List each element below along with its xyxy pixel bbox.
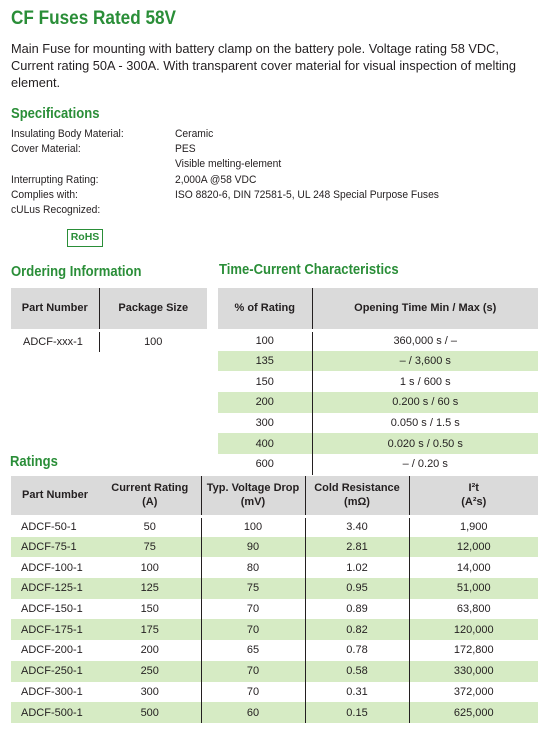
table-cell: ADCF-xxx-1 bbox=[11, 330, 99, 352]
table-cell: 120,000 bbox=[409, 619, 538, 640]
table-cell: ADCF-200-1 bbox=[21, 644, 83, 657]
table-cell: 150 bbox=[99, 599, 201, 620]
table-cell: 600 bbox=[218, 454, 312, 475]
table-cell: 70 bbox=[201, 661, 305, 682]
table-cell: 300 bbox=[99, 682, 201, 703]
table-cell: 50 bbox=[99, 516, 201, 537]
spec-value: 2,000A @58 VDC bbox=[175, 174, 257, 186]
time-current-heading: Time-Current Characteristics bbox=[219, 262, 399, 278]
spec-value: Ceramic bbox=[175, 128, 214, 140]
table-cell: 172,800 bbox=[453, 644, 494, 657]
table-cell: 1 s / 600 s bbox=[399, 375, 451, 388]
header-line: Typ. Voltage Drop bbox=[206, 482, 300, 495]
table-cell: 63,800 bbox=[456, 603, 491, 616]
table-cell: 14,000 bbox=[456, 561, 491, 574]
table-cell: 0.15 bbox=[305, 702, 409, 723]
table-cell: 0.200 s / 60 s bbox=[312, 392, 538, 413]
column-header: % of Rating bbox=[218, 288, 312, 330]
spec-value: PES bbox=[175, 143, 196, 155]
column-header-cold-resistance bbox=[305, 476, 409, 516]
header-line: I²t bbox=[468, 482, 479, 495]
spec-label: Complies with: bbox=[11, 189, 78, 201]
column-header: Part Number bbox=[11, 288, 99, 330]
table-cell: 150 bbox=[218, 371, 312, 392]
table-row bbox=[11, 557, 538, 578]
header-line: Cold Resistance bbox=[314, 482, 400, 495]
column-header: Opening Time Min / Max (s) bbox=[312, 288, 538, 330]
table-cell: 0.78 bbox=[305, 640, 409, 661]
table-cell: 372,000 bbox=[453, 685, 494, 698]
table-cell: ADCF-75-1 bbox=[11, 537, 99, 558]
table-cell: ADCF-50-1 bbox=[21, 521, 77, 534]
table-cell: 70 bbox=[201, 599, 305, 620]
table-cell: 125 bbox=[99, 578, 201, 599]
table-cell: 400 bbox=[218, 433, 312, 454]
table-cell: 100 bbox=[218, 330, 312, 351]
ordering-heading: Ordering Information bbox=[11, 264, 142, 280]
table-cell: 0.31 bbox=[305, 682, 409, 703]
table-cell: 100 bbox=[144, 335, 163, 348]
table-cell: 70 bbox=[201, 619, 305, 640]
intro-paragraph: Main Fuse for mounting with battery clamp on the battery pole. Voltage rating 58 VDC, Current rating 50A - 300A. With transparent cover material for visual inspection of melting element. bbox=[11, 41, 517, 90]
table-cell: 300 bbox=[218, 413, 312, 434]
table-row bbox=[11, 682, 538, 703]
table-cell: 250 bbox=[99, 661, 201, 682]
table-cell: ADCF-175-1 bbox=[11, 619, 99, 640]
table-cell: 1,900 bbox=[459, 521, 488, 534]
table-row bbox=[11, 537, 538, 558]
table-row bbox=[11, 640, 538, 661]
header-line: Current Rating bbox=[111, 482, 189, 495]
column-header-voltage-drop bbox=[201, 476, 305, 516]
table-cell: 625,000 bbox=[409, 702, 538, 723]
spec-label: Interrupting Rating: bbox=[11, 174, 99, 186]
header-line: (mΩ) bbox=[344, 496, 370, 509]
table-row bbox=[11, 330, 207, 352]
table-row bbox=[218, 433, 538, 454]
table-header-row bbox=[11, 476, 538, 516]
table-cell: 0.89 bbox=[305, 599, 409, 620]
table-cell: ADCF-250-1 bbox=[11, 661, 99, 682]
table-cell: 100 bbox=[99, 557, 201, 578]
table-cell: 65 bbox=[201, 640, 305, 661]
table-cell: 60 bbox=[201, 702, 305, 723]
header-line: (A) bbox=[142, 496, 158, 509]
column-header-part-number bbox=[11, 476, 99, 516]
table-cell: 100 bbox=[201, 516, 305, 537]
table-cell: 3.40 bbox=[305, 516, 409, 537]
table-cell: 1.02 bbox=[305, 557, 409, 578]
table-cell: 0.050 s / 1.5 s bbox=[390, 417, 460, 430]
table-cell: 175 bbox=[99, 619, 201, 640]
spec-value: ISO 8820-6, DIN 72581-5, UL 248 Special Purpose Fuses bbox=[175, 189, 439, 201]
column-header-i2t bbox=[409, 476, 538, 516]
table-row bbox=[218, 454, 538, 475]
column-header: Package Size bbox=[99, 288, 207, 330]
table-cell: 12,000 bbox=[409, 537, 538, 558]
table-cell: 0.82 bbox=[305, 619, 409, 640]
table-cell: 200 bbox=[99, 640, 201, 661]
table-row bbox=[218, 413, 538, 434]
ratings-heading: Ratings bbox=[10, 454, 58, 470]
table-cell: 75 bbox=[201, 578, 305, 599]
table-cell: – / 0.20 s bbox=[402, 458, 448, 471]
table-cell: 51,000 bbox=[409, 578, 538, 599]
page-title: CF Fuses Rated 58V bbox=[11, 7, 176, 29]
table-cell: ADCF-300-1 bbox=[21, 685, 83, 698]
table-cell: 360,000 s / – bbox=[393, 335, 458, 348]
specifications-heading: Specifications bbox=[11, 106, 100, 122]
spec-label: cULus Recognized: bbox=[11, 204, 101, 216]
table-cell: 90 bbox=[201, 537, 305, 558]
table-row bbox=[11, 661, 538, 682]
spec-value: Visible melting-element bbox=[175, 158, 282, 170]
table-cell: 80 bbox=[201, 557, 305, 578]
table-cell: 135 bbox=[218, 351, 312, 372]
table-row bbox=[11, 702, 538, 723]
header-line: (mV) bbox=[240, 496, 266, 509]
table-cell: 0.58 bbox=[305, 661, 409, 682]
table-cell: – / 3,600 s bbox=[312, 351, 538, 372]
table-row bbox=[218, 392, 538, 413]
table-row bbox=[11, 578, 538, 599]
rohs-badge: RoHS bbox=[67, 229, 103, 247]
table-cell: ADCF-150-1 bbox=[21, 603, 83, 616]
table-cell: ADCF-500-1 bbox=[11, 702, 99, 723]
table-row bbox=[11, 516, 538, 537]
table-header-row bbox=[218, 288, 538, 330]
ordering-table bbox=[11, 288, 207, 352]
spec-label: Cover Material: bbox=[11, 143, 81, 155]
time-current-table bbox=[218, 288, 538, 475]
table-row bbox=[218, 351, 538, 372]
table-cell: 0.020 s / 0.50 s bbox=[312, 433, 538, 454]
table-header-row bbox=[11, 288, 207, 330]
table-cell: ADCF-125-1 bbox=[11, 578, 99, 599]
table-row bbox=[11, 599, 538, 620]
table-cell: 2.81 bbox=[305, 537, 409, 558]
table-cell: 200 bbox=[218, 392, 312, 413]
header-line: Part Number bbox=[21, 489, 89, 502]
table-cell: 330,000 bbox=[409, 661, 538, 682]
spec-label: Insulating Body Material: bbox=[11, 128, 124, 140]
ratings-table bbox=[11, 476, 538, 723]
table-row bbox=[218, 371, 538, 392]
table-cell: 0.95 bbox=[305, 578, 409, 599]
table-row bbox=[218, 330, 538, 351]
table-row bbox=[11, 619, 538, 640]
table-cell: 75 bbox=[99, 537, 201, 558]
header-line: (A²s) bbox=[461, 496, 487, 509]
table-cell: 70 bbox=[201, 682, 305, 703]
column-header-current-rating bbox=[99, 476, 201, 516]
table-cell: ADCF-100-1 bbox=[21, 561, 83, 574]
table-cell: 500 bbox=[99, 702, 201, 723]
